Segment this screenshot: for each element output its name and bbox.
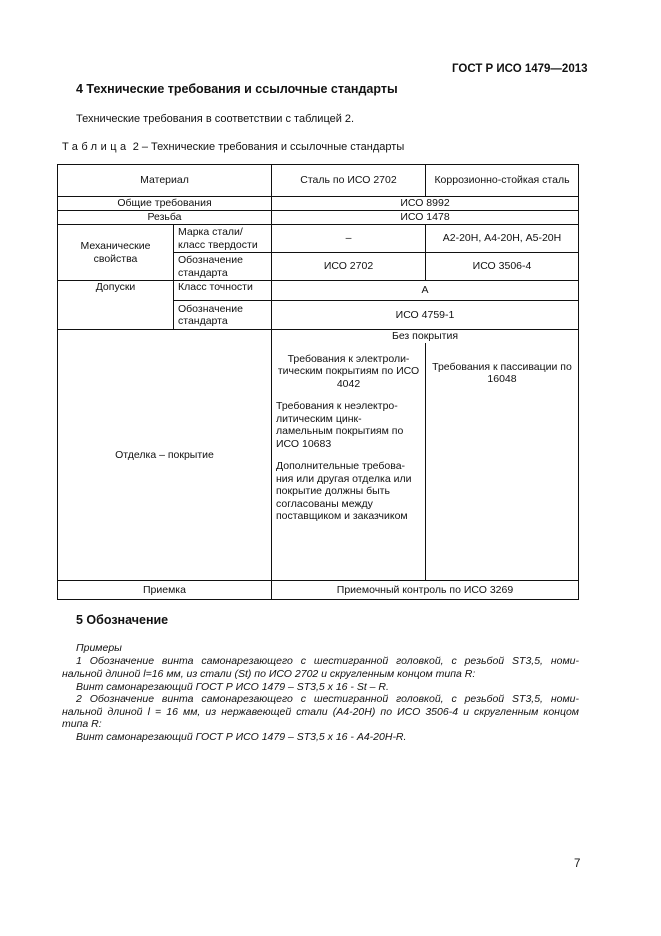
mech-grade-stainless: А2-20Н, А4-20Н, А5-20Н <box>426 225 579 253</box>
mech-grade-label: Марка стали/ класс твердости <box>174 225 272 253</box>
finish-steel-additional: Дополнительные требова- ния или другая отделка или покрытие должны быть согласованы между поставщиком и заказчиком <box>276 460 412 522</box>
header-steel: Сталь по ИСО 2702 <box>272 165 426 197</box>
finish-steel-zinc-flake: Требования к неэлектро- литическим цинк- ламельным покрытиям по ИСО 10683 <box>276 400 404 450</box>
thread-label: Резьба <box>58 211 272 225</box>
example-2-line-1: 2 Обозначение винта самонарезающего с шестигранной головкой, с резьбой ST3,5, номи- <box>76 693 579 705</box>
mech-std-steel: ИСО 2702 <box>272 253 426 281</box>
section-4-intro: Технические требования в соответствии с таблицей 2. <box>76 113 355 125</box>
tolerances-std-label: Обозначение стандарта <box>174 301 272 330</box>
requirements-table <box>57 164 579 600</box>
section-4-title: 4 Технические требования и ссылочные стандарты <box>76 82 398 96</box>
table-header-row <box>58 165 579 197</box>
thread-value: ИСО 1478 <box>272 211 579 225</box>
finish-no-coating: Без покрытия <box>272 330 579 343</box>
table-caption <box>62 141 404 153</box>
tolerances-class-label: Класс точности <box>174 281 272 301</box>
row-thread <box>58 211 579 225</box>
finish-stainless-passivation: Требования к пассивации по 16048 <box>432 360 572 385</box>
mech-label: Механические свойства <box>58 225 174 281</box>
mech-grade-steel: – <box>272 225 426 253</box>
document-code: ГОСТ Р ИСО 1479—2013 <box>452 63 588 75</box>
tolerances-label: Допуски <box>58 281 174 330</box>
row-general <box>58 197 579 211</box>
example-2-line-2: нальной длиной l = 16 мм, из нержавеющей стали (А4-20Н) по ИСО 3506-4 и скругленным концом <box>62 706 579 718</box>
examples-label: Примеры <box>76 642 122 654</box>
mech-std-stainless: ИСО 3506-4 <box>426 253 579 281</box>
table-caption-prefix: Таблица <box>62 141 130 153</box>
row-mech-grade <box>58 225 579 253</box>
tolerances-class-value: А <box>272 281 579 301</box>
finish-label: Отделка – покрытие <box>58 330 272 581</box>
example-1-line-1: 1 Обозначение винта самонарезающего с шестигранной головкой, с резьбой ST3,5, номи- <box>76 655 579 667</box>
acceptance-label: Приемка <box>58 581 272 600</box>
example-2-designation: Винт самонарезающий ГОСТ Р ИСО 1479 – ST3,5 х 16 - А4-20Н-R. <box>76 731 407 743</box>
tolerances-std-value: ИСО 4759-1 <box>272 301 579 330</box>
example-2-line-3: типа R: <box>62 718 102 730</box>
acceptance-value: Приемочный контроль по ИСО 3269 <box>272 581 579 600</box>
finish-stainless-cell <box>426 343 579 581</box>
table-caption-text: 2 – Технические требования и ссылочные стандарты <box>129 141 405 153</box>
general-value: ИСО 8992 <box>272 197 579 211</box>
header-material: Материал <box>58 165 272 197</box>
general-label: Общие требования <box>58 197 272 211</box>
header-stainless: Коррозионно-стойкая сталь <box>426 165 579 197</box>
row-finish-top <box>58 330 579 343</box>
finish-steel-cell <box>272 343 426 581</box>
example-1-designation: Винт самонарезающий ГОСТ Р ИСО 1479 – ST3,5 х 16 - St – R. <box>76 681 389 693</box>
mech-std-label: Обозначение стандарта <box>174 253 272 281</box>
row-tol-class <box>58 281 579 301</box>
finish-steel-electroplating: Требования к электроли- тическим покрытиям по ИСО 4042 <box>277 352 420 390</box>
page-number: 7 <box>574 858 581 870</box>
row-acceptance <box>58 581 579 600</box>
example-1-line-2: нальной длиной l=16 мм, из стали (St) по ИСО 2702 и скругленным концом типа R: <box>62 668 476 680</box>
section-5-title: 5 Обозначение <box>76 613 169 627</box>
